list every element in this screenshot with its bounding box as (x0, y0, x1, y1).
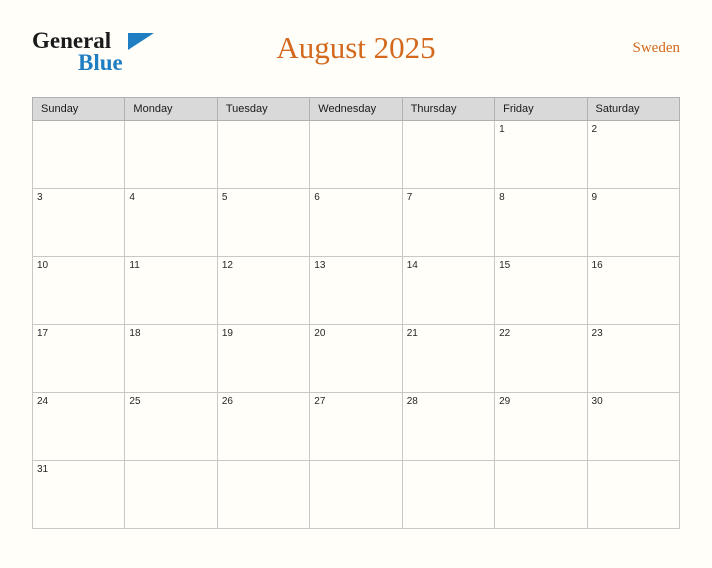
day-cell[interactable] (217, 257, 309, 325)
day-cell[interactable] (310, 325, 402, 393)
weekday-header-monday: Monday (125, 98, 217, 121)
day-number: 21 (406, 328, 418, 339)
day-number: 20 (314, 328, 326, 339)
day-cell[interactable] (217, 325, 309, 393)
day-number: 28 (406, 396, 418, 407)
day-cell[interactable] (310, 189, 402, 257)
day-cell[interactable] (495, 189, 587, 257)
day-cell[interactable] (402, 393, 494, 461)
weekday-header-saturday: Saturday (587, 98, 679, 121)
day-number: 22 (499, 328, 511, 339)
day-cell[interactable] (33, 121, 125, 189)
day-cell[interactable] (495, 325, 587, 393)
week-row (33, 461, 680, 529)
day-cell[interactable] (495, 121, 587, 189)
day-number: 3 (37, 192, 43, 203)
day-number: 9 (591, 192, 598, 203)
day-number: 27 (314, 396, 326, 407)
day-cell[interactable] (402, 257, 494, 325)
weekday-header-tuesday: Tuesday (217, 98, 309, 121)
day-number: 2 (591, 124, 598, 135)
day-number: 31 (37, 464, 49, 475)
day-cell[interactable] (33, 393, 125, 461)
day-number: 1 (499, 124, 505, 135)
day-number: 29 (499, 396, 511, 407)
day-number: 15 (499, 260, 511, 271)
logo-text-general: General (32, 28, 112, 53)
day-cell[interactable] (125, 461, 217, 529)
day-number: 16 (591, 260, 603, 271)
day-number: 10 (37, 260, 49, 271)
day-number: 25 (129, 396, 141, 407)
day-cell[interactable] (587, 325, 679, 393)
weekday-header-thursday: Thursday (402, 98, 494, 121)
weekday-header-sunday: Sunday (33, 98, 125, 121)
day-number: 5 (221, 192, 228, 203)
day-cell[interactable] (587, 461, 679, 529)
day-number: 30 (591, 396, 603, 407)
day-cell[interactable] (310, 257, 402, 325)
month-grid (32, 97, 680, 529)
page-title: August 2025 (276, 30, 436, 65)
day-cell[interactable] (402, 325, 494, 393)
day-cell[interactable] (125, 393, 217, 461)
day-cell[interactable] (310, 461, 402, 529)
day-cell[interactable] (587, 257, 679, 325)
day-number: 18 (129, 328, 141, 339)
day-number: 19 (221, 328, 233, 339)
day-cell[interactable] (310, 393, 402, 461)
day-cell[interactable] (587, 393, 679, 461)
day-cell[interactable] (310, 121, 402, 189)
country-label: Sweden (632, 40, 680, 56)
day-number: 26 (221, 396, 233, 407)
day-cell[interactable] (125, 325, 217, 393)
day-number: 8 (499, 192, 505, 203)
day-cell[interactable] (33, 189, 125, 257)
weekday-header-wednesday: Wednesday (310, 98, 402, 121)
day-number: 6 (314, 192, 320, 203)
week-row (33, 393, 680, 461)
day-cell[interactable] (402, 121, 494, 189)
week-row (33, 121, 680, 189)
logo-text-blue: Blue (78, 50, 123, 75)
day-number: 24 (37, 396, 49, 407)
day-number: 14 (406, 260, 418, 271)
day-number: 13 (314, 260, 326, 271)
week-row (33, 257, 680, 325)
day-cell[interactable] (125, 121, 217, 189)
day-cell[interactable] (402, 461, 494, 529)
day-cell[interactable] (125, 189, 217, 257)
day-cell[interactable] (495, 461, 587, 529)
day-cell[interactable] (495, 257, 587, 325)
day-cell[interactable] (217, 461, 309, 529)
day-cell[interactable] (402, 189, 494, 257)
day-cell[interactable] (495, 393, 587, 461)
day-number: 4 (129, 192, 135, 203)
day-cell[interactable] (217, 121, 309, 189)
day-cell[interactable] (33, 461, 125, 529)
calendar-page (0, 18, 712, 568)
day-cell[interactable] (587, 121, 679, 189)
day-number: 17 (37, 328, 49, 339)
day-cell[interactable] (33, 257, 125, 325)
week-row (33, 189, 680, 257)
weekday-header-row (33, 98, 680, 121)
day-number: 12 (221, 260, 233, 271)
day-cell[interactable] (217, 189, 309, 257)
day-number: 11 (129, 260, 140, 271)
weekday-header-friday: Friday (495, 98, 587, 121)
page-header (32, 18, 680, 78)
day-cell[interactable] (125, 257, 217, 325)
day-number: 7 (406, 192, 413, 203)
day-cell[interactable] (217, 393, 309, 461)
week-row (33, 325, 680, 393)
day-cell[interactable] (33, 325, 125, 393)
day-number: 23 (591, 328, 603, 339)
day-cell[interactable] (587, 189, 679, 257)
